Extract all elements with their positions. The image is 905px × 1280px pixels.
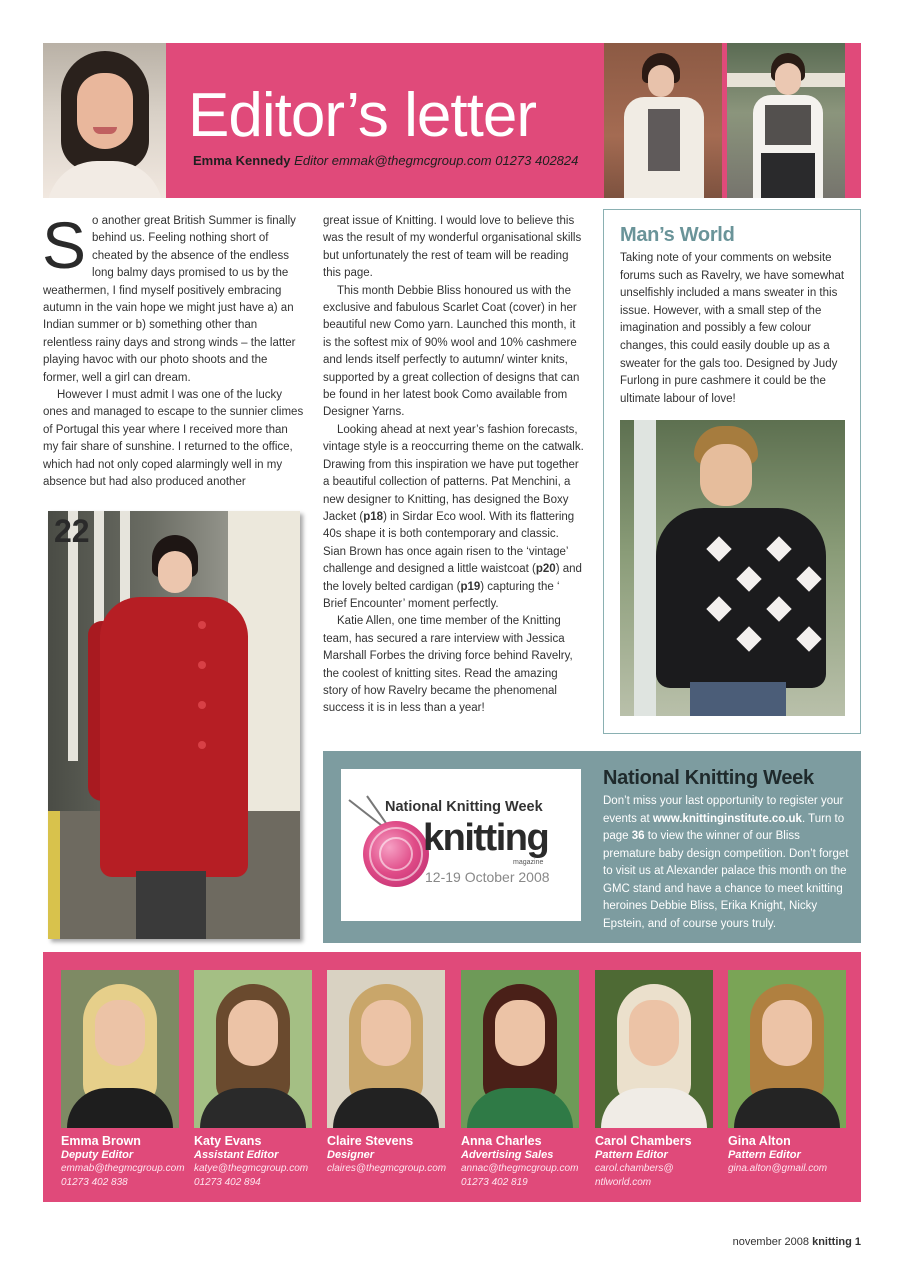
letter-paragraph: So another great British Summer is finally behind us. Feeling nothing short of cheated by the absence of the endless long balmy days promised to us by the weathermen, I find myself positively embracing autumn in the vain hope we might just have a) an Indian summer or b) something other than relentless rainy days and strong winds – the latter playing havoc with our photo shoots and the former, well a girl can dream. — [42, 208, 296, 384]
team-member-role: Advertising Sales — [461, 1149, 554, 1161]
letter-paragraph: great issue of Knitting. I would love to believe this was the result of my wonderful organisational skills but unfortunately the rest of team will be reading this page. — [323, 215, 582, 280]
team-member-photo — [461, 970, 579, 1128]
cardigan-model-photo — [604, 43, 722, 198]
header-banner — [43, 43, 861, 198]
waistcoat-model-photo — [727, 43, 845, 198]
team-bar — [43, 952, 861, 1202]
team-member-role: Deputy Editor — [61, 1149, 134, 1161]
team-member-name: Katy Evans — [194, 1134, 262, 1148]
yarn-ball-icon — [363, 821, 429, 887]
byline-contact: Editor emmak@thegmcgroup.com 01273 402824 — [294, 153, 579, 168]
mans-world-text: Taking note of your comments on website forums such as Ravelry, we have somewhat unselfishly included a mans sweater in this issue. However, with a small step of the imagination and possibly a few colour changes, this could easily double up as a sweater for the gals too. Designed by Judy Furlong in pure cashmere it could be the ultimate labour of love! — [620, 252, 845, 405]
mans-world-box — [603, 209, 861, 734]
editor-portrait — [43, 43, 166, 198]
page-reference: p18 — [363, 510, 384, 523]
page-reference: 36 — [631, 830, 645, 842]
footer-date: november 2008 — [732, 1236, 810, 1248]
team-member-contact: katye@thegmcgroup.com — [194, 1163, 309, 1174]
team-member-contact: gina.alton@gmail.com — [728, 1163, 828, 1174]
team-member-photo — [61, 970, 179, 1128]
team-member — [728, 970, 848, 1176]
national-knitting-week-box — [323, 751, 861, 943]
team-member-name: Anna Charles — [461, 1134, 542, 1148]
byline — [193, 153, 578, 168]
team-member-role: Pattern Editor — [728, 1149, 801, 1161]
team-member-contact: claires@thegmcgroup.com — [327, 1163, 447, 1174]
team-member-contact: ntlworld.com — [595, 1177, 652, 1188]
team-member — [327, 970, 447, 1176]
drop-cap: S — [42, 208, 87, 282]
photo-page-number: 22 — [54, 513, 90, 549]
logo-title: National Knitting Week — [385, 799, 543, 815]
mans-world-title: Man’s World — [620, 224, 735, 246]
team-member-name: Emma Brown — [61, 1134, 141, 1148]
mans-sweater-photo — [620, 420, 845, 716]
team-member-contact: annac@thegmcgroup.com — [461, 1163, 579, 1174]
footer-brand: knitting — [812, 1236, 852, 1248]
team-member-contact: emmab@thegmcgroup.com — [61, 1163, 185, 1174]
letter-column-2 — [323, 213, 585, 718]
letter-paragraph: Looking ahead at next year’s fashion forecasts, vintage style is a reoccurring theme on the catwalk. Drawing from this inspiration we have put together a beautiful collection of patterns. Pat Menchini, a new designer to Knitting, has designed the Boxy Jacket (p18) in Sirdar Eco wool. With its flattering 40s shape it is both contemporary and classic. Sian Brown has once again risen to the ‘vintage’ challenge and designed a little waistcoat (p20) and the lovely belted cardigan (p19) capturing the ‘ Brief Encounter’ moment perfectly. — [323, 423, 584, 610]
team-member-photo — [194, 970, 312, 1128]
team-member-role: Assistant Editor — [194, 1149, 279, 1161]
letter-paragraph: However I must admit I was one of the lucky ones and managed to escape to the sunnier climes of Portugal this year where I received more than my fair share of sunshine. I returned to the office, which had not only coped alarmingly well in my absence but had also produced another — [43, 389, 304, 489]
footer-page-number: 1 — [854, 1236, 861, 1248]
team-member-name: Claire Stevens — [327, 1134, 414, 1148]
logo-subtitle: magazine — [513, 859, 544, 866]
knitting-institute-link[interactable]: www.knittinginstitute.co.uk — [652, 812, 802, 825]
scarlet-coat-photo — [48, 511, 300, 939]
knitting-week-title: National Knitting Week — [603, 767, 814, 789]
page-reference: p19 — [460, 580, 481, 593]
letter-paragraph: This month Debbie Bliss honoured us with the exclusive and fabulous Scarlet Coat (cover) in her beautiful new Como yarn. Launched this month, it is the softest mix of 90% wool and 10% cashmere and lends itself perfectly to autumn/ winter knits, supported by a great collection of designs that can be found in her latest book Como available from Designer Yarns. — [323, 284, 580, 419]
team-member-name: Gina Alton — [728, 1134, 791, 1148]
team-member-role: Pattern Editor — [595, 1149, 668, 1161]
team-member-role: Designer — [327, 1149, 375, 1161]
page-footer — [733, 1236, 861, 1248]
logo-wordmark: knitting — [423, 817, 549, 859]
logo-date: 12-19 October 2008 — [425, 869, 550, 885]
team-member — [461, 970, 581, 1190]
page-reference: p20 — [535, 563, 556, 576]
team-member-contact: 01273 402 894 — [194, 1177, 261, 1188]
team-member — [61, 970, 185, 1190]
team-member-contact: 01273 402 838 — [61, 1177, 128, 1188]
team-member — [595, 970, 715, 1190]
page-title: Editor’s letter — [188, 81, 536, 150]
letter-column-1 — [42, 208, 305, 492]
knitting-week-text: Don’t miss your last opportunity to register your events at www.knittinginstitute.co.uk. Turn to page 36 to view the winner of our Bliss premature baby design competition. Don’t forget to visit us at Alexander palace this month on the GMC stand and have a chance to meet knitting heroines Debbie Bliss, Erika Knight, Nicky Epstein, and of course yours truly. — [603, 795, 849, 930]
team-member-photo — [327, 970, 445, 1128]
team-member — [194, 970, 314, 1190]
team-member-contact: 01273 402 819 — [461, 1177, 528, 1188]
team-member-photo — [728, 970, 846, 1128]
knitting-week-logo — [341, 769, 581, 921]
byline-name: Emma Kennedy — [193, 153, 291, 168]
team-member-photo — [595, 970, 713, 1128]
letter-paragraph: Katie Allen, one time member of the Knitting team, has secured a rare interview with Jessica Marshall Forbes the driving force behind Ravelry, the coolest of knitting sites. Read the amazing story of how Ravelry became the phenomenal success it is in less than a year! — [323, 615, 573, 715]
team-member-name: Carol Chambers — [595, 1134, 692, 1148]
team-member-contact: carol.chambers@ — [595, 1163, 674, 1174]
